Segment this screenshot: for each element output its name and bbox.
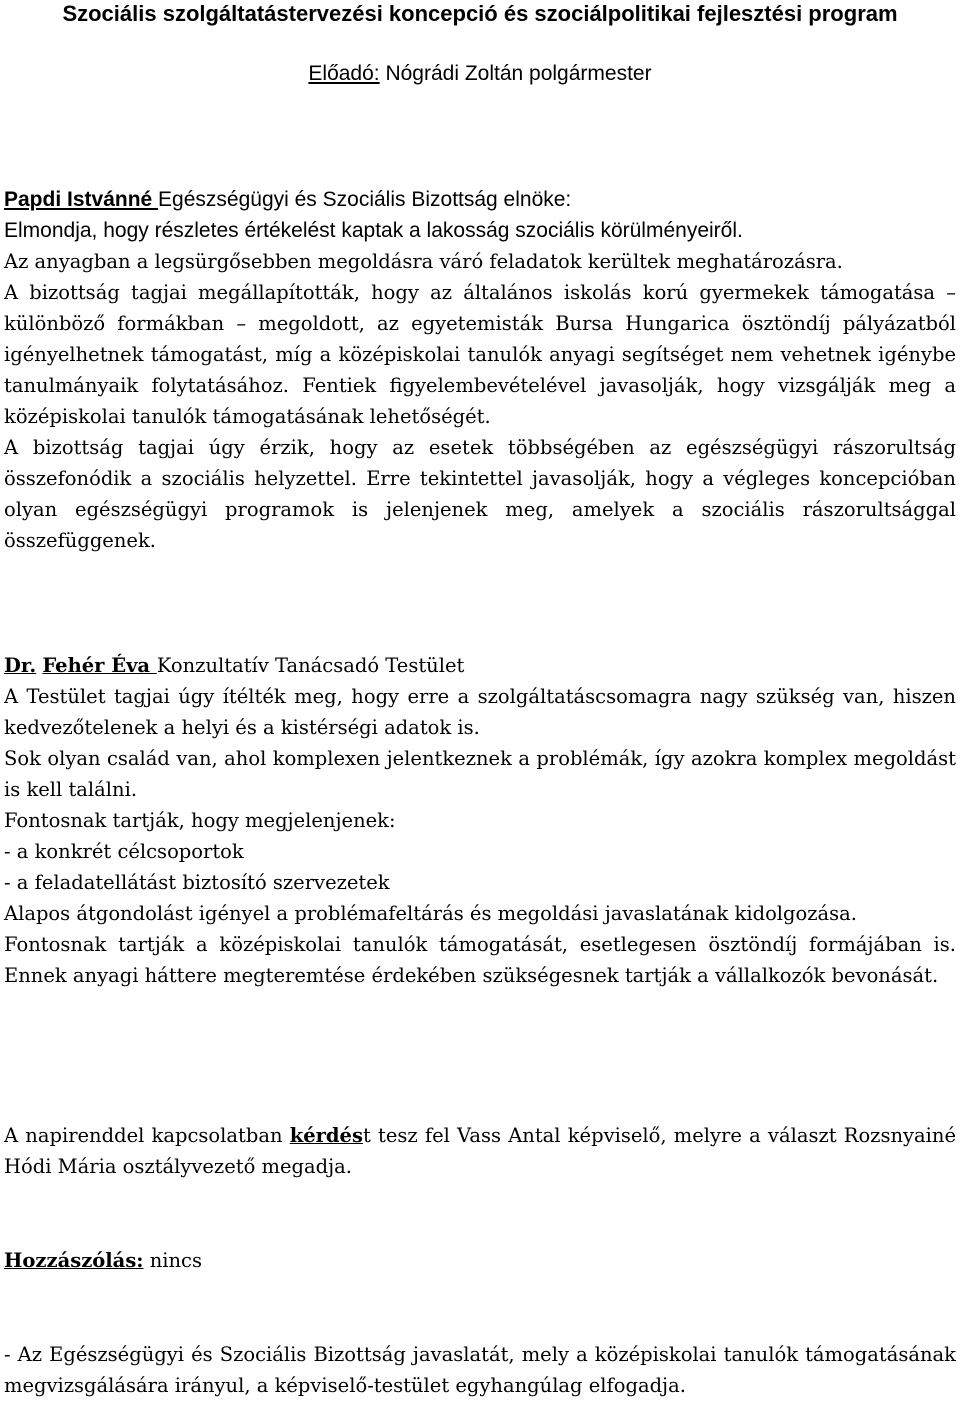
section1-line2: Elmondja, hogy részletes értékelést kaptak a lakosság szociális körülményeiről. [4,219,743,242]
section3-text [4,1120,956,1182]
section2-para5: Fontosnak tartják a középiskolai tanulók támogatását, esetlegesen ösztöndíj formájában is. Ennek anyagi háttere megteremtése érdekében szükségesnek tartják a vállalkozók bevonását. [4,933,956,987]
section3-post: t tesz fel Vass Antal képviselő, melyre a választ Rozsnyainé Hódi Mária osztályvezető megadja. [4,1124,957,1178]
section2-heading [4,650,956,681]
section1-para2: A bizottság tagjai úgy érzik, hogy az esetek többségében az egészségügyi rászorultság összefonódik a szociális helyzettel. Erre tekintettel javasolják, hogy a végleges koncepcióban olyan egészségügyi programok is jelenjenek meg, amelyek a szociális rászorultsággal összefüggenek. [4,436,956,552]
speaker-name: Nógrádi Zoltán polgármester [379,62,652,85]
section2-para3: Fontosnak tartják, hogy megjelenjenek: [4,809,396,832]
section4-value: nincs [143,1249,202,1272]
section-testulet [4,650,956,991]
section3-keyword: kérdés [289,1124,363,1147]
section-hozzaszolas [4,1245,956,1276]
section3-pre: A napirenddel kapcsolatban [4,1124,290,1147]
speaker-line [4,60,956,88]
section4-text [4,1245,956,1276]
section2-para1: A Testület tagjai úgy ítélték meg, hogy erre a szolgáltatáscsomagra nagy szükség van, hiszen kedvezőtelenek a helyi és a kistérségi adatok is. [4,685,956,739]
section1-line3: Az anyagban a legsürgősebben megoldásra váró feladatok kerültek meghatározásra. [4,250,843,273]
section-kerdes [4,1120,956,1182]
section5-text: - Az Egészségügyi és Szociális Bizottság javaslatát, mely a középiskolai tanulók támogatásának megvizsgálására irányul, a képviselő-testület egyhangúlag elfogadja. [4,1343,956,1397]
section2-role: Konzultatív Tanácsadó Testület [156,654,465,677]
speaker-label: Előadó: [308,62,380,85]
list-item: - a konkrét célcsoportok [4,840,244,863]
section2-para2: Sok olyan család van, ahol komplexen jelentkeznek a problémák, így azokra komplex megoldást is kell találni. [4,747,956,801]
section2-name-part1: Dr. [4,654,37,677]
section1-role: Egészségügyi és Szociális Bizottság elnöke: [158,188,572,211]
list-item: - a feladatellátást biztosító szervezetek [4,871,390,894]
section-bizottsag [4,184,956,556]
section4-label: Hozzászólás: [4,1249,144,1272]
document-title: Szociális szolgáltatástervezési koncepció és szociálpolitikai fejlesztési program [62,1,898,26]
section1-heading [4,184,956,215]
section1-para1: A bizottság tagjai megállapították, hogy az általános iskolás korú gyermekek támogatása – különböző formákban – megoldott, az egyetemisták Bursa Hungarica ösztöndíj pályázatból igényelhetnek támogatást, míg a középiskolai tanulók anyagi segítséget nem vehetnek igénybe tanulmányaik folytatásához. Fentiek figyelembevételével javasolják, hogy vizsgálják meg a középiskolai tanulók támogatásának lehetőségét. [4,281,956,428]
section1-name: Papdi Istvánné [4,188,159,211]
section2-para4: Alapos átgondolást igényel a problémafeltárás és megoldási javaslatának kidolgozása. [4,902,858,925]
section2-name-part2: Fehér Éva [42,654,157,677]
section-hatarozat [4,1339,956,1401]
